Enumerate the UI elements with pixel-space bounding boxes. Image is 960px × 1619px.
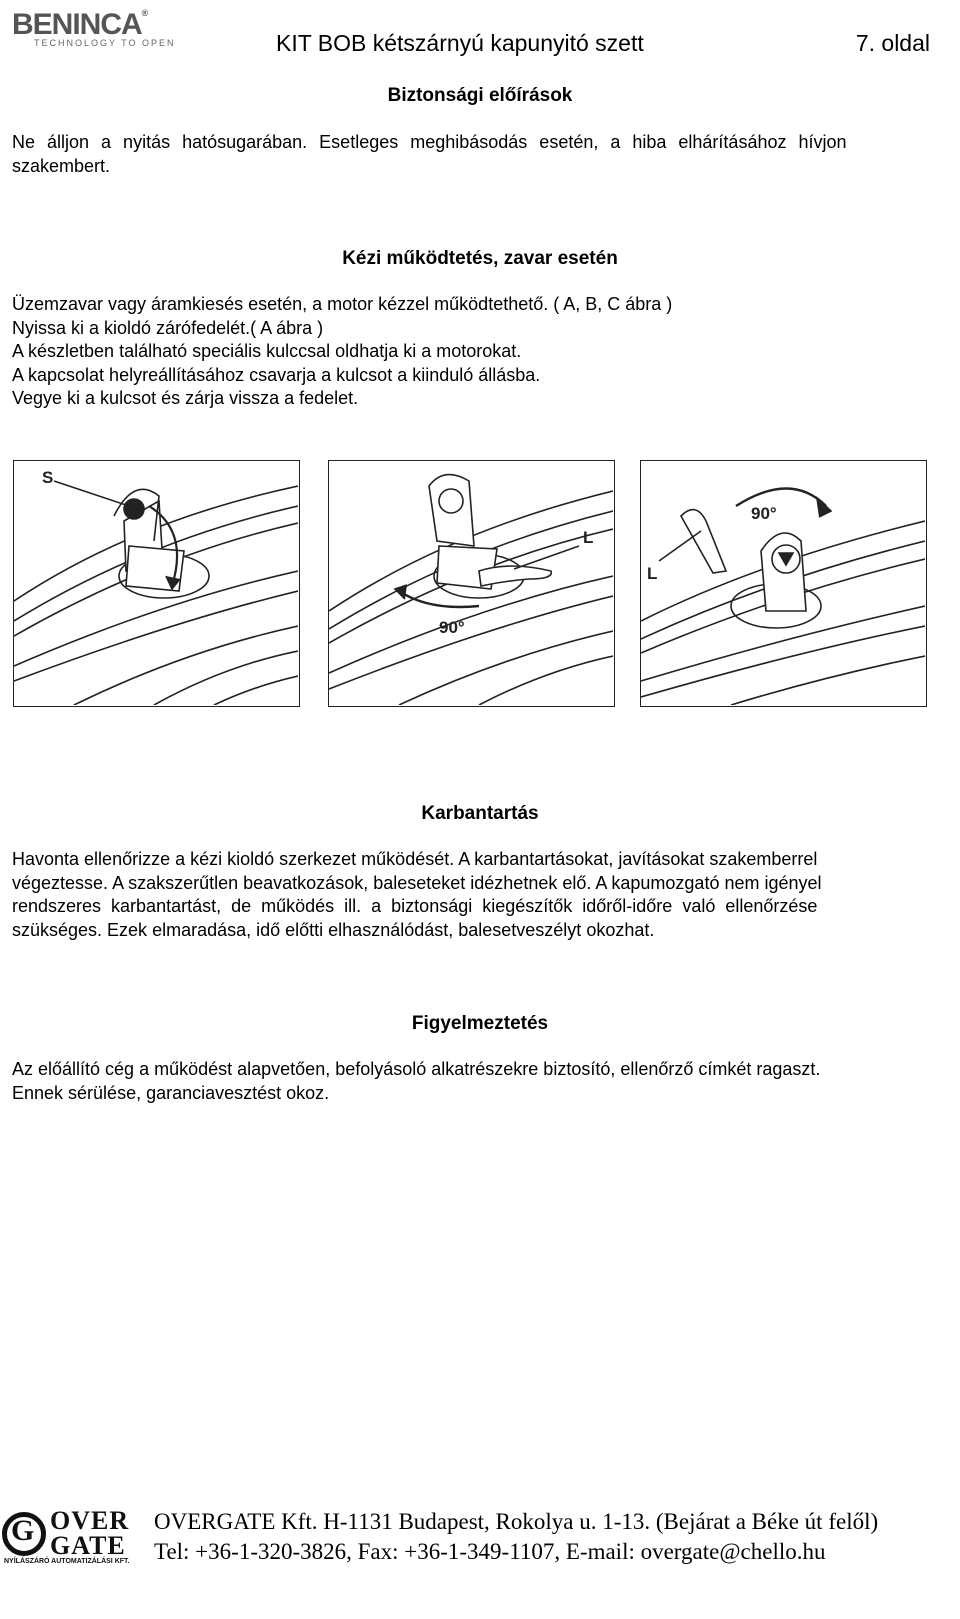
manual-heading: Kézi működtetés, zavar esetén (342, 248, 618, 269)
warning-paragraph (12, 1058, 930, 1105)
logo-tagline: TECHNOLOGY TO OPEN (34, 38, 176, 48)
manual-paragraph (12, 293, 930, 411)
maintenance-line: végeztesse. A szakszerűtlen beavatkozások, baleseteket idézhetnek elő. A kapumozgató nem igényel (12, 872, 822, 893)
manual-line: Nyissa ki a kioldó zárófedelét.( A ábra ) (12, 317, 324, 338)
figure-b-drawing (329, 461, 613, 705)
figure-b-label-angle: 90° (439, 618, 465, 637)
page-number: 7. oldal (855, 30, 930, 56)
safety-line: szakembert. (12, 155, 111, 176)
warning-line: Az előállító cég a működést alapvetően, befolyásoló alkatrészekre biztosító, ellenőrző címkét ragaszt. (12, 1059, 821, 1079)
figure-c-label-angle: 90° (751, 504, 777, 523)
figure-a-drawing (14, 461, 298, 705)
overgate-logo (2, 1506, 132, 1568)
safety-heading: Biztonsági előírások (387, 85, 573, 106)
figure-c-label-l: L (647, 564, 658, 583)
figure-b (328, 460, 615, 707)
footer-contact: Tel: +36-1-320-3826, Fax: +36-1-349-1107, E-mail: overgate@chello.hu (154, 1539, 826, 1564)
logo-bottom: GATE (50, 1531, 126, 1560)
warning-heading: Figyelmeztetés (411, 1013, 549, 1034)
logo-letter: G (11, 1514, 35, 1547)
figure-c-drawing (641, 461, 925, 705)
beninca-logo (12, 8, 176, 48)
manual-line: Üzemzavar vagy áramkiesés esetén, a motor kézzel működtethető. ( A, B, C ábra ) (12, 294, 673, 314)
maintenance-line: Havonta ellenőrizze a kézi kioldó szerkezet működését. A karbantartásokat, javításokat szakemberrel (12, 849, 818, 869)
maintenance-line: szükséges. Ezek elmaradása, idő előtti elhasználódást, balesetveszélyt okozhat. (12, 919, 655, 940)
document-title: KIT BOB kétszárnyú kapunyitó szett (276, 30, 644, 56)
maintenance-heading: Karbantartás (421, 803, 539, 824)
logo-text: BENINCA (12, 8, 142, 41)
figure-b-label-l: L (583, 528, 594, 547)
maintenance-line: rendszeres karbantartást, de működés ill. a biztonsági kiegészítők időről-időre való ellenőrzése (12, 896, 818, 916)
logo-subtitle: NYÍLÁSZÁRÓ AUTOMATIZÁLÁSI KFT. (4, 1558, 130, 1565)
logo-top: OVER (50, 1506, 130, 1535)
manual-line: A készletben található speciális kulccsal oldhatja ki a motorokat. (12, 341, 522, 361)
figure-c (640, 460, 927, 707)
footer-address: OVERGATE Kft. H-1131 Budapest, Rokolya u. 1-13. (Bejárat a Béke út felől) (154, 1509, 879, 1534)
manual-line: Vegye ki a kulcsot és zárja vissza a fedelet. (12, 388, 359, 408)
safety-paragraph (12, 131, 930, 178)
manual-line: A kapcsolat helyreállításához csavarja a kulcsot a kiinduló állásba. (12, 364, 541, 385)
warning-line: Ennek sérülése, garanciavesztést okoz. (12, 1082, 330, 1103)
figure-a (13, 460, 300, 707)
logo-registered: ® (141, 8, 148, 18)
figure-a-label: S (42, 468, 54, 487)
safety-line: Ne álljon a nyitás hatósugarában. Esetleges meghibásodás esetén, a hiba elhárításához hívjon (12, 132, 847, 152)
maintenance-paragraph (12, 848, 930, 942)
